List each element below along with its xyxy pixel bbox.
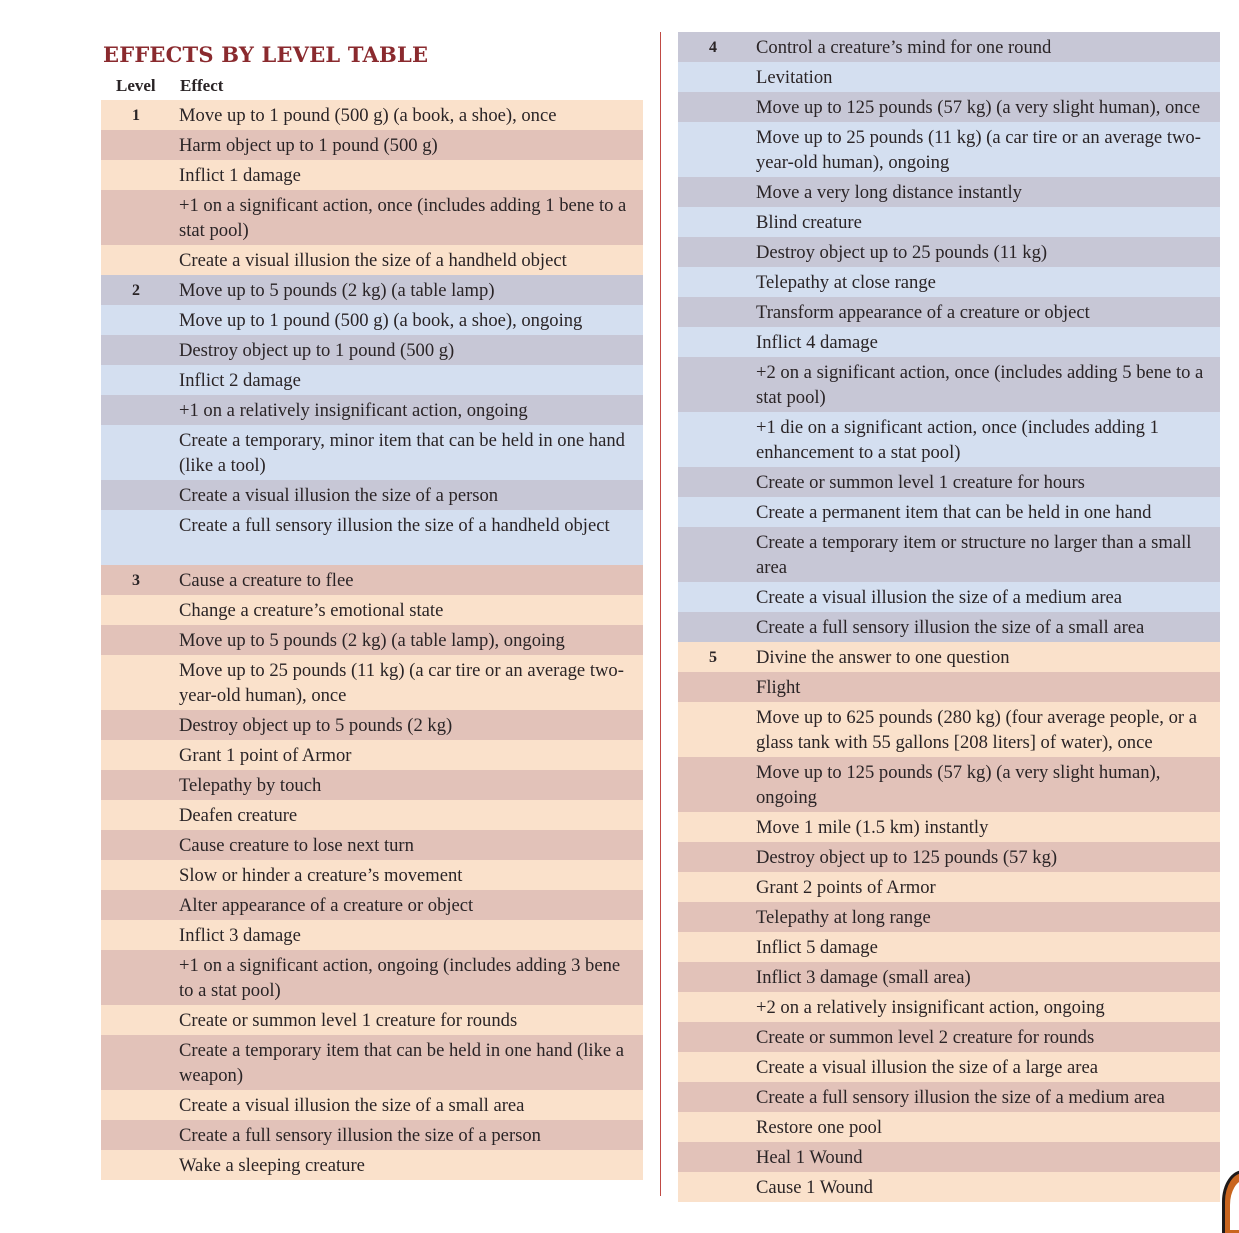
table-row — [101, 1035, 643, 1090]
table-row — [678, 467, 1220, 497]
table-row — [678, 962, 1220, 992]
table-row — [101, 890, 643, 920]
effect-text: Wake a sleeping creature — [179, 1155, 365, 1176]
table-row — [101, 480, 643, 510]
level-group-4 — [678, 32, 1220, 642]
effect-text: Create or summon level 2 creature for rounds — [756, 1027, 1095, 1048]
table-row — [101, 625, 643, 655]
table-row — [678, 122, 1220, 177]
effect-text: Create a full sensory illusion the size of a medium area — [756, 1087, 1165, 1108]
level-group-3 — [101, 565, 643, 1180]
effect-text: +2 on a significant action, once (includes adding 5 bene to a stat pool) — [756, 362, 1204, 408]
table-row — [101, 190, 643, 245]
effect-text: +1 on a relatively insignificant action, ongoing — [179, 400, 528, 421]
table-row — [678, 1112, 1220, 1142]
effect-text: Transform appearance of a creature or object — [756, 302, 1090, 323]
effect-text: Grant 1 point of Armor — [179, 745, 352, 766]
effect-text: Create a visual illusion the size of a medium area — [756, 587, 1123, 608]
effect-text: Inflict 4 damage — [756, 332, 878, 353]
effect-text: Inflict 3 damage — [179, 925, 301, 946]
table-row — [678, 297, 1220, 327]
effect-text: Move up to 25 pounds (11 kg) (a car tire or an average two-year-old human), ongoing — [756, 127, 1201, 173]
table-row — [101, 100, 643, 130]
left-column — [101, 100, 643, 1180]
effect-text: Create a temporary item that can be held in one hand (like a weapon) — [179, 1040, 625, 1086]
effect-text: Create a temporary, minor item that can be held in one hand (like a tool) — [179, 430, 625, 476]
table-row — [101, 1090, 643, 1120]
effect-text: Create a permanent item that can be held in one hand — [756, 502, 1152, 523]
level-number: 5 — [709, 649, 717, 666]
effect-text: +1 die on a significant action, once (includes adding 1 enhancement to a stat pool) — [756, 417, 1159, 463]
table-row — [101, 770, 643, 800]
effect-text: Create or summon level 1 creature for hours — [756, 472, 1085, 493]
effect-text: Move up to 1 pound (500 g) (a book, a shoe), once — [179, 105, 557, 126]
effect-text: Create a full sensory illusion the size of a person — [179, 1125, 541, 1146]
effect-text: Grant 2 points of Armor — [756, 877, 936, 898]
effect-text: Move up to 5 pounds (2 kg) (a table lamp) — [179, 280, 495, 301]
table-row — [101, 510, 643, 565]
level-number: 1 — [132, 107, 140, 124]
effect-text: Destroy object up to 25 pounds (11 kg) — [756, 242, 1048, 263]
table-row — [678, 32, 1220, 62]
effect-text: Alter appearance of a creature or object — [179, 895, 474, 916]
effect-text: Create a temporary item or structure no larger than a small area — [756, 532, 1192, 578]
effect-text: Create or summon level 1 creature for rounds — [179, 1010, 518, 1031]
header-level: Level — [116, 76, 156, 95]
table-row — [678, 932, 1220, 962]
effect-text: Cause a creature to flee — [179, 570, 354, 591]
effect-text: Create a visual illusion the size of a handheld object — [179, 250, 567, 271]
effect-text: Inflict 5 damage — [756, 937, 878, 958]
effect-text: Cause 1 Wound — [756, 1177, 873, 1198]
table-row — [101, 335, 643, 365]
level-group-5 — [678, 642, 1220, 1202]
table-row — [101, 860, 643, 890]
effect-text: Cause creature to lose next turn — [179, 835, 414, 856]
effect-text: Control a creature’s mind for one round — [756, 37, 1052, 58]
table-row — [678, 842, 1220, 872]
table-row — [678, 612, 1220, 642]
effect-text: Change a creature’s emotional state — [179, 600, 444, 621]
table-row — [678, 1082, 1220, 1112]
level-number: 3 — [132, 572, 140, 589]
table-row — [101, 655, 643, 710]
effect-text: +1 on a significant action, once (includes adding 1 bene to a stat pool) — [179, 195, 627, 241]
effect-text: Move up to 5 pounds (2 kg) (a table lamp), ongoing — [179, 630, 565, 651]
column-divider — [660, 32, 661, 1196]
table-row — [678, 1172, 1220, 1202]
table-row — [678, 672, 1220, 702]
effect-text: Telepathy at close range — [756, 272, 936, 293]
table-row — [678, 902, 1220, 932]
effect-text: Deafen creature — [179, 805, 298, 826]
table-row — [678, 237, 1220, 267]
table-row — [678, 757, 1220, 812]
table-row — [678, 267, 1220, 297]
effect-text: +2 on a relatively insignificant action, ongoing — [756, 997, 1105, 1018]
table-row — [678, 992, 1220, 1022]
table-row — [101, 245, 643, 275]
table-row — [101, 130, 643, 160]
effect-text: Restore one pool — [756, 1117, 882, 1138]
table-row — [101, 710, 643, 740]
table-row — [101, 305, 643, 335]
header-effect: Effect — [180, 76, 224, 95]
table-row — [678, 1052, 1220, 1082]
effect-text: Move up to 625 pounds (280 kg) (four average people, or a glass tank with 55 gallons [208 liters] of water), once — [756, 707, 1197, 753]
effect-text: Move a very long distance instantly — [756, 182, 1022, 203]
table-row — [678, 812, 1220, 842]
effect-text: Create a full sensory illusion the size of a small area — [756, 617, 1145, 638]
right-column — [678, 32, 1220, 1202]
effect-text: Create a visual illusion the size of a large area — [756, 1057, 1098, 1078]
table-row — [101, 160, 643, 190]
table-row — [678, 177, 1220, 207]
table-row — [101, 1150, 643, 1180]
effect-text: Create a full sensory illusion the size of a handheld object — [179, 515, 610, 536]
table-row — [678, 642, 1220, 672]
level-number: 4 — [709, 39, 717, 56]
level-group-1 — [101, 100, 643, 275]
effect-text: Destroy object up to 125 pounds (57 kg) — [756, 847, 1058, 868]
table-row — [678, 1142, 1220, 1172]
effect-text: Destroy object up to 1 pound (500 g) — [179, 340, 455, 361]
table-row — [678, 497, 1220, 527]
table-row — [101, 565, 643, 595]
effect-text: Telepathy at long range — [756, 907, 931, 928]
effect-text: Heal 1 Wound — [756, 1147, 863, 1168]
table-header — [103, 76, 643, 98]
effect-text: Levitation — [756, 67, 833, 88]
effect-text: Blind creature — [756, 212, 862, 233]
table-title: EFFECTS BY LEVEL TABLE — [103, 42, 429, 67]
effect-text: Inflict 3 damage (small area) — [756, 967, 971, 988]
table-row — [101, 275, 643, 305]
table-row — [678, 357, 1220, 412]
table-row — [101, 365, 643, 395]
table-row — [101, 595, 643, 625]
table-row — [678, 702, 1220, 757]
table-row — [678, 872, 1220, 902]
table-row — [101, 1120, 643, 1150]
table-row — [678, 527, 1220, 582]
table-row — [678, 92, 1220, 122]
table-row — [678, 327, 1220, 357]
table-row — [101, 425, 643, 480]
effect-text: Divine the answer to one question — [756, 647, 1010, 668]
table-row — [101, 395, 643, 425]
effect-text: Inflict 2 damage — [179, 370, 301, 391]
effect-text: Move up to 1 pound (500 g) (a book, a shoe), ongoing — [179, 310, 583, 331]
table-row — [678, 582, 1220, 612]
effect-text: Move up to 25 pounds (11 kg) (a car tire or an average two-year-old human), once — [179, 660, 624, 706]
table-row — [101, 800, 643, 830]
effect-text: Inflict 1 damage — [179, 165, 301, 186]
effect-text: Telepathy by touch — [179, 775, 322, 796]
table-row — [101, 920, 643, 950]
effect-text: Move 1 mile (1.5 km) instantly — [756, 817, 989, 838]
effect-text: Move up to 125 pounds (57 kg) (a very slight human), ongoing — [756, 762, 1161, 808]
level-number: 2 — [132, 282, 140, 299]
effect-text: Harm object up to 1 pound (500 g) — [179, 135, 438, 156]
effect-text: Create a visual illusion the size of a small area — [179, 1095, 525, 1116]
effect-text: Slow or hinder a creature’s movement — [179, 865, 463, 886]
effect-text: Destroy object up to 5 pounds (2 kg) — [179, 715, 453, 736]
table-row — [678, 1022, 1220, 1052]
table-row — [678, 412, 1220, 467]
effect-text: Create a visual illusion the size of a person — [179, 485, 499, 506]
table-row — [101, 950, 643, 1005]
effect-text: Flight — [756, 677, 801, 698]
level-group-2 — [101, 275, 643, 565]
table-row — [678, 207, 1220, 237]
table-row — [101, 1005, 643, 1035]
table-row — [101, 740, 643, 770]
effect-text: +1 on a significant action, ongoing (includes adding 3 bene to a stat pool) — [179, 955, 621, 1001]
effect-text: Move up to 125 pounds (57 kg) (a very slight human), once — [756, 97, 1201, 118]
table-row — [678, 62, 1220, 92]
table-row — [101, 830, 643, 860]
